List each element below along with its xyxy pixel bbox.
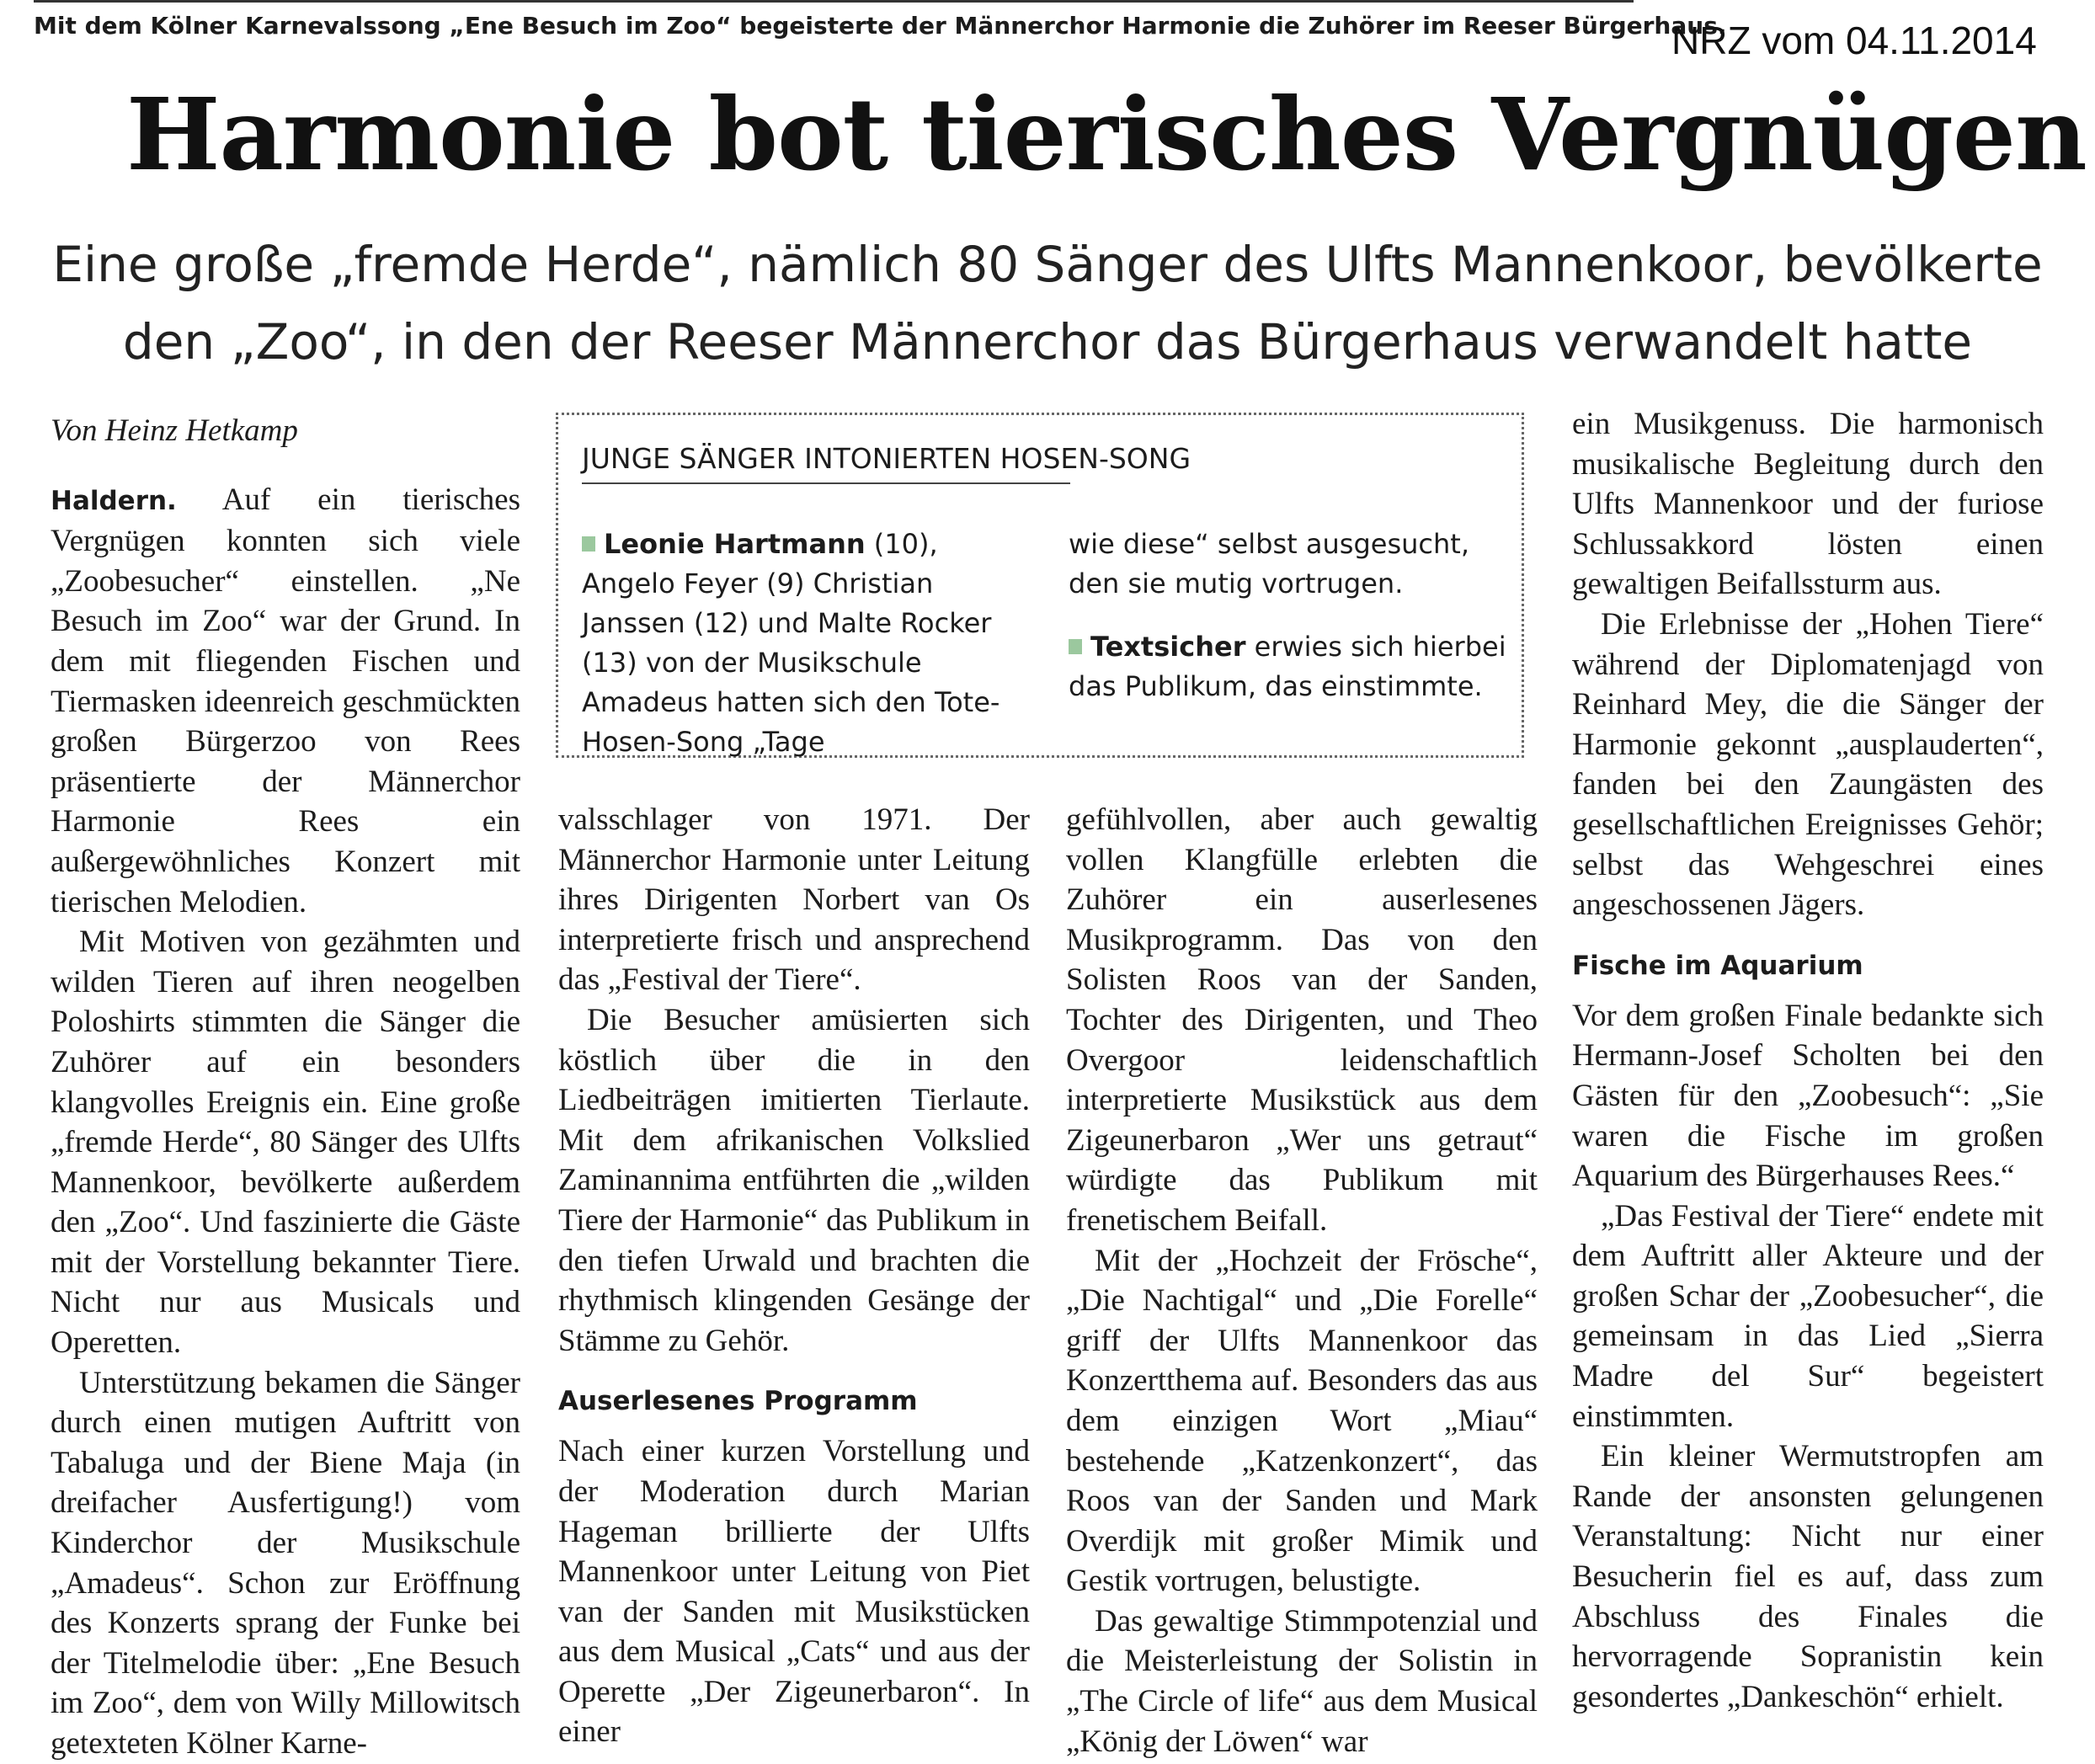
info-box bbox=[556, 413, 1524, 758]
article-column-1 bbox=[51, 404, 520, 1764]
info-box-title: JUNGE SÄNGER INTONIERTEN HOSEN-SONG bbox=[582, 440, 1070, 484]
subheading-fische-im-aquarium: Fische im Aquarium bbox=[1572, 950, 1863, 981]
kicker-line: Mit dem Kölner Karnevalssong „Ene Besuch im Zoo“ begeisterte der Männerchor Harmonie die Zuhörer im Reeser Bürgerhaus. bbox=[34, 0, 1634, 53]
info-box-item-1 bbox=[582, 525, 1037, 762]
info-box-item-2 bbox=[1069, 627, 1506, 706]
headline: Harmonie bot tierisches Vergnügen bbox=[126, 76, 2087, 193]
paragraph-7-continued: ein Musikgenuss. Die harmonisch musikalische Begleitung durch den Ulfts Mannenkoor und der furiose Schlussakkord lösten einen gewaltigen Beifallssturm aus. bbox=[1572, 407, 2044, 602]
info-box-column-right bbox=[1069, 525, 1506, 706]
source-date-label: NRZ vom 04.11.2014 bbox=[1671, 19, 2037, 62]
info-box-item-1-continued: wie diese“ selbst ausgesucht, den sie mutig vortrugen. bbox=[1069, 528, 1469, 600]
paragraph-5: Nach einer kurzen Vorstellung und der Moderation durch Marian Hageman brillierte der Ulfts Mannenkoor unter Leitung von Piet van der Sanden mit Musikstücken aus dem Musical „Cats“ und aus der Operette „Der Zigeunerbaron“. In einer bbox=[558, 1434, 1030, 1750]
paragraph-8: Die Erlebnisse der „Hohen Tiere“ während der Diplomatenjagd von Reinhard Mey, die die Sänger der Harmonie gekonnt „ausplauderten“, fanden bei den Zaungästen des gesellschaftlichen Ereignisses Gehör; selbst das Wehgeschrei eines angeschossenen Jägers. bbox=[1572, 606, 2044, 923]
paragraph-3: Unterstützung bekamen die Sänger durch einen mutigen Auftritt von Tabaluga und der Biene Maja (in dreifacher Ausfertigung!) vom Kinderchor der Musikschule „Amadeus“. Schon zur Eröffnung des Konzerts sprang der Funke bei der Titelmelodie über: „Ene Besuch im Zoo“, dem von Willy Millowitsch getexteten Kölner Karne- bbox=[51, 1365, 520, 1761]
subheading-auserlesenes-programm: Auserlesenes Programm bbox=[558, 1386, 918, 1417]
paragraph-4: Die Besucher amüsierten sich köstlich über die in den Liedbeiträgen imitierten Tierlaute. Mit dem afrikanischen Volkslied Zaminannima entführten die „wilden Tiere der Harmonie“ das Publikum in den tiefen Urwald und brachten die rhythmisch klingenden Gesänge der Stämme zu Gehör. bbox=[558, 1002, 1030, 1358]
paragraph-1-text: Auf ein tierisches Vergnügen konnten sich viele „Zoobesucher“ einstellen. „Ne Besuch im Zoo“ war der Grund. In dem mit fliegenden Fischen und Tiermasken ideenreich geschmückten großen Bürgerzoo von Rees präsentierte der Männerchor Harmonie Rees ein außergewöhnliches Konzert mit tierischen Melodien. bbox=[51, 482, 520, 919]
paragraph-10: „Das Festival der Tiere“ endete mit dem Auftritt aller Akteure und der großen Schar der „Zoobesucher“, die gemeinsam in das Lied „Sierra Madre del Sur“ begeistert einstimmten. bbox=[1572, 1198, 2044, 1434]
article-column-2 bbox=[558, 800, 1030, 1752]
paragraph-6: Mit der „Hochzeit der Frösche“, „Die Nachtigal“ und „Die Forelle“ griff der Ulfts Mannenkoor das Konzertthema auf. Besonders das aus dem einzigen Wort „Miau“ bestehende „Katzenkonzert“, das Roos van der Sanden und Mark Overdijk mit großer Mimik und Gestik vortrugen, belustigte. bbox=[1066, 1243, 1538, 1599]
paragraph-1 bbox=[51, 480, 520, 923]
paragraph-5-continued: gefühlvollen, aber auch gewaltig vollen Klangfülle erlebten die Zuhörer ein auserlesenes Musikprogramm. Das von den Solisten Roos van der Sanden, Tochter des Dirigenten, und Theo Overgoor leidenschaftlich interpretierte Musikstück aus dem Zigeunerbaron „Wer uns getraut“ würdigte das Publikum mit frenetischem Beifall. bbox=[1066, 802, 1538, 1238]
byline: Von Heinz Hetkamp bbox=[51, 413, 298, 448]
paragraph-9: Vor dem großen Finale bedankte sich Hermann-Josef Scholten bei den Gästen für den „Zoobesuch“: „Sie waren die Fische im großen Aquarium des Bürgerhauses Rees.“ bbox=[1572, 998, 2044, 1194]
paragraph-3-continued: valsschlager von 1971. Der Männerchor Harmonie unter Leitung ihres Dirigenten Norbert van Os interpretierte frisch und ansprechend das „Festival der Tiere“. bbox=[558, 802, 1030, 998]
info-box-column-left bbox=[582, 525, 1037, 762]
info-box-item-1-text: (10), Angelo Feyer (9) Christian Janssen (12) und Malte Rocker (13) von der Musikschule Amadeus hatten sich den Tote-Hosen-Song „Tage bbox=[582, 528, 1000, 758]
subheadline bbox=[0, 226, 2095, 381]
info-box-item-1-lead: Leonie Hartmann bbox=[604, 528, 866, 560]
article-column-3 bbox=[1066, 800, 1538, 1761]
info-box-item-2-text: erwies sich hierbei das Publikum, das einstimmte. bbox=[1069, 631, 1506, 702]
square-bullet-icon bbox=[1069, 639, 1082, 654]
paragraph-2: Mit Motiven von gezähmten und wilden Tieren auf ihren neogelben Poloshirts stimmten die Sänger die Zuhörer auf ein besonders klangvolles Ereignis ein. Eine große „fremde Herde“, 80 Sänger des Ulfts Mannenkoor, bevölkerte außerdem den „Zoo“. Und faszinierte die Gäste mit der Vorstellung bekannter Tiere. Nicht nur aus Musicals und Operetten. bbox=[51, 925, 520, 1361]
square-bullet-icon bbox=[582, 536, 595, 552]
info-box-item-2-lead: Textsicher bbox=[1090, 631, 1246, 663]
paragraph-11: Ein kleiner Wermutstropfen am Rande der ansonsten gelungenen Veranstaltung: Nicht nur einer Besucherin fiel es auf, dass zum Abschluss des Finales die hervorragende Sopranistin kein gesondertes „Dankeschön“ erhielt. bbox=[1572, 1439, 2044, 1714]
subheadline-line-1: Eine große „fremde Herde“, nämlich 80 Sänger des Ulfts Mannenkoor, bevölkerte bbox=[52, 236, 2043, 293]
subheadline-line-2: den „Zoo“, in den der Reeser Männerchor das Bürgerhaus verwandelt hatte bbox=[122, 313, 1973, 370]
dateline: Haldern. bbox=[51, 485, 177, 516]
article-column-4 bbox=[1572, 404, 2044, 1717]
paragraph-7: Das gewaltige Stimmpotenzial und die Meisterleistung der Solistin in „The Circle of life“ aus dem Musical „König der Löwen“ war bbox=[1066, 1603, 1538, 1759]
